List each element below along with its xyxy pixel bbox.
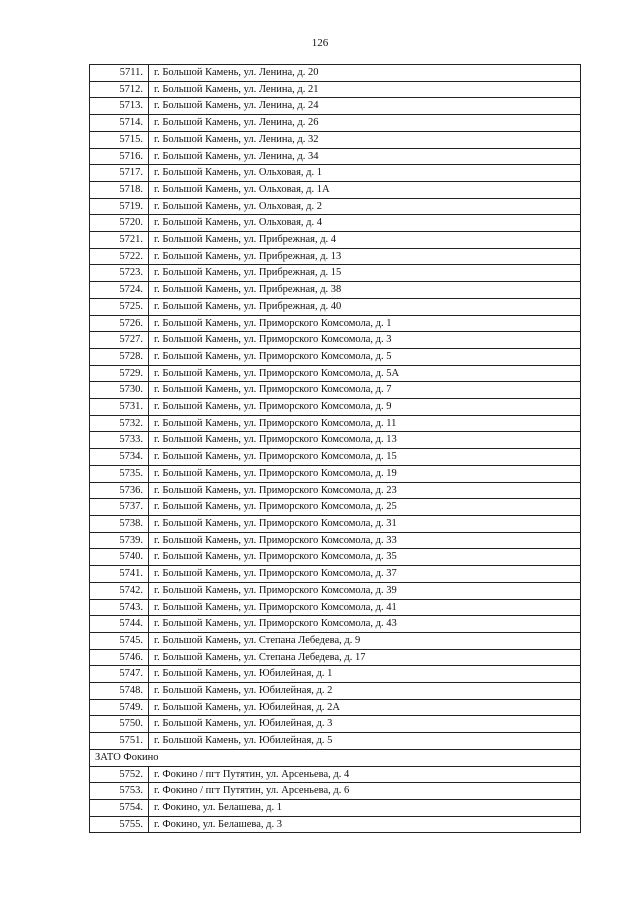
row-address: г. Большой Камень, ул. Приморского Комсомола, д. 1	[149, 315, 581, 332]
table-row	[90, 816, 581, 833]
row-address: г. Большой Камень, ул. Юбилейная, д. 2	[149, 683, 581, 700]
table-row	[90, 65, 581, 82]
row-number: 5724.	[90, 282, 149, 299]
table-row	[90, 515, 581, 532]
table-row	[90, 332, 581, 349]
table-row	[90, 432, 581, 449]
row-address: г. Большой Камень, ул. Приморского Комсомола, д. 31	[149, 515, 581, 532]
table-row	[90, 465, 581, 482]
row-address: г. Фокино, ул. Белашева, д. 1	[149, 799, 581, 816]
row-address: г. Фокино / пгт Путятин, ул. Арсеньева, д. 4	[149, 766, 581, 783]
row-number: 5730.	[90, 382, 149, 399]
table-row	[90, 499, 581, 516]
row-number: 5738.	[90, 515, 149, 532]
table-row	[90, 248, 581, 265]
row-address: г. Большой Камень, ул. Юбилейная, д. 1	[149, 666, 581, 683]
row-number: 5731.	[90, 399, 149, 416]
row-address: г. Большой Камень, ул. Приморского Комсомола, д. 33	[149, 532, 581, 549]
table-row	[90, 532, 581, 549]
row-address: г. Большой Камень, ул. Юбилейная, д. 5	[149, 733, 581, 750]
table-row	[90, 298, 581, 315]
table-row	[90, 131, 581, 148]
row-address: г. Большой Камень, ул. Приморского Комсомола, д. 5А	[149, 365, 581, 382]
table-row	[90, 215, 581, 232]
table-row	[90, 616, 581, 633]
row-number: 5735.	[90, 465, 149, 482]
row-address: г. Большой Камень, ул. Ленина, д. 26	[149, 115, 581, 132]
row-number: 5726.	[90, 315, 149, 332]
row-number: 5753.	[90, 783, 149, 800]
address-registry-body	[90, 65, 581, 833]
row-number: 5733.	[90, 432, 149, 449]
table-row	[90, 265, 581, 282]
table-row	[90, 566, 581, 583]
row-number: 5732.	[90, 415, 149, 432]
table-row	[90, 382, 581, 399]
table-row	[90, 582, 581, 599]
row-address: г. Большой Камень, ул. Ольховая, д. 1А	[149, 181, 581, 198]
row-address: г. Фокино, ул. Белашева, д. 3	[149, 816, 581, 833]
row-address: г. Большой Камень, ул. Степана Лебедева, д. 17	[149, 649, 581, 666]
table-row	[90, 733, 581, 750]
row-address: г. Большой Камень, ул. Ольховая, д. 4	[149, 215, 581, 232]
table-row	[90, 699, 581, 716]
row-number: 5746.	[90, 649, 149, 666]
row-number: 5711.	[90, 65, 149, 82]
row-address: г. Большой Камень, ул. Приморского Комсомола, д. 15	[149, 449, 581, 466]
table-row	[90, 632, 581, 649]
row-address: г. Фокино / пгт Путятин, ул. Арсеньева, д. 6	[149, 783, 581, 800]
row-number: 5725.	[90, 298, 149, 315]
row-address: г. Большой Камень, ул. Прибрежная, д. 13	[149, 248, 581, 265]
row-number: 5748.	[90, 683, 149, 700]
row-address: г. Большой Камень, ул. Приморского Комсомола, д. 3	[149, 332, 581, 349]
table-row	[90, 449, 581, 466]
table-row	[90, 198, 581, 215]
table-row	[90, 649, 581, 666]
row-address: г. Большой Камень, ул. Приморского Комсомола, д. 7	[149, 382, 581, 399]
table-row	[90, 181, 581, 198]
row-number: 5747.	[90, 666, 149, 683]
row-number: 5715.	[90, 131, 149, 148]
row-address: г. Большой Камень, ул. Приморского Комсомола, д. 23	[149, 482, 581, 499]
table-row	[90, 783, 581, 800]
row-address: г. Большой Камень, ул. Прибрежная, д. 40	[149, 298, 581, 315]
row-address: г. Большой Камень, ул. Ленина, д. 20	[149, 65, 581, 82]
row-number: 5752.	[90, 766, 149, 783]
row-number: 5723.	[90, 265, 149, 282]
table-row	[90, 599, 581, 616]
row-address: г. Большой Камень, ул. Прибрежная, д. 15	[149, 265, 581, 282]
row-number: 5727.	[90, 332, 149, 349]
row-number: 5739.	[90, 532, 149, 549]
row-address: г. Большой Камень, ул. Степана Лебедева, д. 9	[149, 632, 581, 649]
table-row	[90, 799, 581, 816]
page-number: 126	[311, 37, 329, 49]
row-address: г. Большой Камень, ул. Ленина, д. 32	[149, 131, 581, 148]
row-address: г. Большой Камень, ул. Приморского Комсомола, д. 39	[149, 582, 581, 599]
table-row	[90, 165, 581, 182]
row-address: г. Большой Камень, ул. Приморского Комсомола, д. 35	[149, 549, 581, 566]
table-row	[90, 399, 581, 416]
row-address: г. Большой Камень, ул. Приморского Комсомола, д. 41	[149, 599, 581, 616]
table-row	[90, 115, 581, 132]
row-number: 5737.	[90, 499, 149, 516]
row-address: г. Большой Камень, ул. Юбилейная, д. 2А	[149, 699, 581, 716]
row-number: 5743.	[90, 599, 149, 616]
row-number: 5745.	[90, 632, 149, 649]
row-number: 5721.	[90, 232, 149, 249]
row-number: 5755.	[90, 816, 149, 833]
row-address: г. Большой Камень, ул. Ольховая, д. 1	[149, 165, 581, 182]
table-row	[90, 232, 581, 249]
row-address: г. Большой Камень, ул. Приморского Комсомола, д. 11	[149, 415, 581, 432]
row-number: 5749.	[90, 699, 149, 716]
row-number: 5720.	[90, 215, 149, 232]
row-address: г. Большой Камень, ул. Ленина, д. 24	[149, 98, 581, 115]
row-address: г. Большой Камень, ул. Приморского Комсомола, д. 13	[149, 432, 581, 449]
row-address: г. Большой Камень, ул. Ленина, д. 34	[149, 148, 581, 165]
row-number: 5719.	[90, 198, 149, 215]
row-address: г. Большой Камень, ул. Ольховая, д. 2	[149, 198, 581, 215]
table-row	[90, 365, 581, 382]
row-address: г. Большой Камень, ул. Ленина, д. 21	[149, 81, 581, 98]
row-number: 5722.	[90, 248, 149, 265]
table-row	[90, 282, 581, 299]
row-number: 5751.	[90, 733, 149, 750]
row-number: 5713.	[90, 98, 149, 115]
row-address: г. Большой Камень, ул. Приморского Комсомола, д. 25	[149, 499, 581, 516]
table-row	[90, 148, 581, 165]
row-number: 5718.	[90, 181, 149, 198]
row-address: г. Большой Камень, ул. Приморского Комсомола, д. 19	[149, 465, 581, 482]
table-row	[90, 549, 581, 566]
row-address: г. Большой Камень, ул. Приморского Комсомола, д. 37	[149, 566, 581, 583]
table-row	[90, 315, 581, 332]
row-number: 5717.	[90, 165, 149, 182]
row-number: 5712.	[90, 81, 149, 98]
row-number: 5754.	[90, 799, 149, 816]
row-number: 5742.	[90, 582, 149, 599]
row-number: 5714.	[90, 115, 149, 132]
section-heading: ЗАТО Фокино	[90, 749, 581, 766]
table-row	[90, 716, 581, 733]
table-row	[90, 683, 581, 700]
row-address: г. Большой Камень, ул. Юбилейная, д. 3	[149, 716, 581, 733]
row-address: г. Большой Камень, ул. Приморского Комсомола, д. 5	[149, 348, 581, 365]
row-number: 5740.	[90, 549, 149, 566]
table-row	[90, 482, 581, 499]
row-number: 5741.	[90, 566, 149, 583]
row-number: 5716.	[90, 148, 149, 165]
table-row	[90, 415, 581, 432]
row-address: г. Большой Камень, ул. Приморского Комсомола, д. 9	[149, 399, 581, 416]
table-row	[90, 766, 581, 783]
row-address: г. Большой Камень, ул. Приморского Комсомола, д. 43	[149, 616, 581, 633]
row-number: 5729.	[90, 365, 149, 382]
row-number: 5734.	[90, 449, 149, 466]
row-number: 5728.	[90, 348, 149, 365]
row-address: г. Большой Камень, ул. Прибрежная, д. 38	[149, 282, 581, 299]
table-row	[90, 348, 581, 365]
table-row	[90, 81, 581, 98]
table-row	[90, 666, 581, 683]
row-number: 5750.	[90, 716, 149, 733]
section-heading-row	[90, 749, 581, 766]
row-address: г. Большой Камень, ул. Прибрежная, д. 4	[149, 232, 581, 249]
table-row	[90, 98, 581, 115]
row-number: 5744.	[90, 616, 149, 633]
row-number: 5736.	[90, 482, 149, 499]
address-registry-table	[89, 64, 581, 833]
